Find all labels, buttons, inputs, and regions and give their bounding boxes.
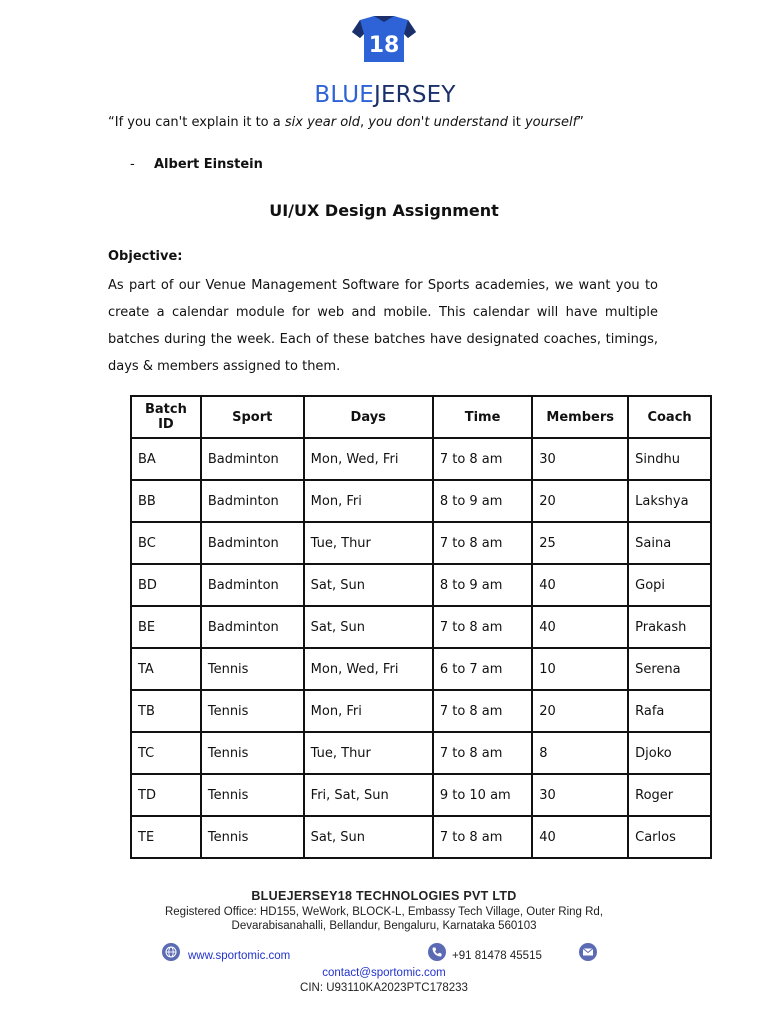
table-cell: 6 to 7 am (433, 648, 532, 690)
table-row (131, 816, 711, 858)
email-link[interactable]: contact@sportomic.com (322, 967, 446, 979)
column-header: Time (433, 396, 532, 438)
quote-text: , (360, 115, 369, 130)
table-cell: 40 (532, 606, 628, 648)
table-cell: 7 to 8 am (433, 606, 532, 648)
quote-text: ” (577, 115, 584, 130)
table-cell: Sat, Sun (304, 606, 433, 648)
batch-table (130, 395, 712, 859)
author-dash: - (130, 157, 135, 172)
table-cell: Djoko (628, 732, 711, 774)
column-header: Sport (201, 396, 304, 438)
jersey-number: 18 (368, 33, 400, 58)
table-cell: Mon, Fri (304, 690, 433, 732)
table-row (131, 648, 711, 690)
table-header-row (131, 396, 711, 438)
quote-author (130, 156, 263, 174)
table-cell: TC (131, 732, 201, 774)
table-cell: Badminton (201, 480, 304, 522)
table-cell: TE (131, 816, 201, 858)
table-cell: Badminton (201, 438, 304, 480)
address-line1: Registered Office: HD155, WeWork, BLOCK-L, Embassy Tech Village, Outer Ring Rd, (164, 906, 604, 918)
table-cell: Tennis (201, 774, 304, 816)
table-cell: Tennis (201, 648, 304, 690)
table-cell: 7 to 8 am (433, 522, 532, 564)
table-cell: Badminton (201, 606, 304, 648)
table-row (131, 774, 711, 816)
table-cell: 30 (532, 438, 628, 480)
table-cell: Mon, Wed, Fri (304, 648, 433, 690)
table-cell: Serena (628, 648, 711, 690)
table-cell: 8 (532, 732, 628, 774)
phone-number: +91 81478 45515 (452, 950, 542, 962)
table-cell: Badminton (201, 522, 304, 564)
table-cell: Tennis (201, 690, 304, 732)
contact-row (0, 942, 768, 964)
table-cell: 30 (532, 774, 628, 816)
author-name: Albert Einstein (154, 157, 263, 172)
table-cell: Saina (628, 522, 711, 564)
table-cell: Badminton (201, 564, 304, 606)
table-cell: Sat, Sun (304, 816, 433, 858)
quote-text: it (507, 115, 525, 130)
company-name: BLUEJERSEY18 TECHNOLOGIES PVT LTD (251, 889, 517, 903)
quote-italic: yourself (524, 115, 578, 130)
brand-name (310, 82, 460, 108)
cin-number: CIN: U93110KA2023PTC178233 (300, 982, 468, 994)
quote-text: “If you can't explain it to a (108, 115, 285, 130)
table-cell: BD (131, 564, 201, 606)
table-row (131, 606, 711, 648)
table-cell: 9 to 10 am (433, 774, 532, 816)
table-cell: 10 (532, 648, 628, 690)
table-cell: Tue, Thur (304, 522, 433, 564)
table-cell: TB (131, 690, 201, 732)
table-cell: Mon, Wed, Fri (304, 438, 433, 480)
brand-logo (310, 14, 460, 108)
table-cell: 8 to 9 am (433, 564, 532, 606)
table-cell: Rafa (628, 690, 711, 732)
table-cell: BB (131, 480, 201, 522)
mail-icon (579, 943, 597, 961)
quote (108, 114, 584, 132)
table-row (131, 438, 711, 480)
table-cell: Tennis (201, 816, 304, 858)
table-cell: TA (131, 648, 201, 690)
table-row (131, 522, 711, 564)
brand-part2: JERSEY (373, 82, 456, 108)
jersey-icon (350, 14, 418, 64)
table-cell: 20 (532, 480, 628, 522)
column-header: Coach (628, 396, 711, 438)
table-cell: 8 to 9 am (433, 480, 532, 522)
objective-heading: Objective: (108, 249, 183, 264)
quote-italic: six year old (284, 115, 361, 130)
table-cell: 7 to 8 am (433, 732, 532, 774)
table-cell: BE (131, 606, 201, 648)
objective-text: As part of our Venue Management Software for Sports academies, we want you to create a calendar module for web and mobile. This calendar will have multiple batches during the week. Each of these batches have designated coaches, timings, days & members assigned to them. (108, 278, 658, 374)
quote-italic: you don't understand (368, 115, 508, 130)
table-cell: BC (131, 522, 201, 564)
website-link[interactable]: www.sportomic.com (188, 950, 291, 962)
table-cell: TD (131, 774, 201, 816)
table-row (131, 480, 711, 522)
table-cell: 7 to 8 am (433, 816, 532, 858)
table-cell: Gopi (628, 564, 711, 606)
table-cell: 25 (532, 522, 628, 564)
table-cell: Tue, Thur (304, 732, 433, 774)
globe-icon (162, 943, 180, 961)
table-cell: Roger (628, 774, 711, 816)
table-cell: 40 (532, 816, 628, 858)
table-cell: Carlos (628, 816, 711, 858)
column-header: Members (532, 396, 628, 438)
table-cell: Prakash (628, 606, 711, 648)
table-cell: Mon, Fri (304, 480, 433, 522)
column-header: Batch ID (131, 396, 201, 438)
page-title: UI/UX Design Assignment (269, 201, 499, 220)
table-row (131, 732, 711, 774)
table-row (131, 690, 711, 732)
table-cell: 40 (532, 564, 628, 606)
brand-part1: BLUE (314, 82, 374, 108)
table-cell: 20 (532, 690, 628, 732)
table-cell: Sat, Sun (304, 564, 433, 606)
table-cell: Sindhu (628, 438, 711, 480)
table-cell: 7 to 8 am (433, 438, 532, 480)
table-cell: Lakshya (628, 480, 711, 522)
table-cell: 7 to 8 am (433, 690, 532, 732)
table-cell: Fri, Sat, Sun (304, 774, 433, 816)
table-cell: Tennis (201, 732, 304, 774)
table-cell: BA (131, 438, 201, 480)
address-line2: Devarabisanahalli, Bellandur, Bengaluru, Karnataka 560103 (231, 920, 537, 932)
table-row (131, 564, 711, 606)
phone-icon (428, 943, 446, 961)
column-header: Days (304, 396, 433, 438)
